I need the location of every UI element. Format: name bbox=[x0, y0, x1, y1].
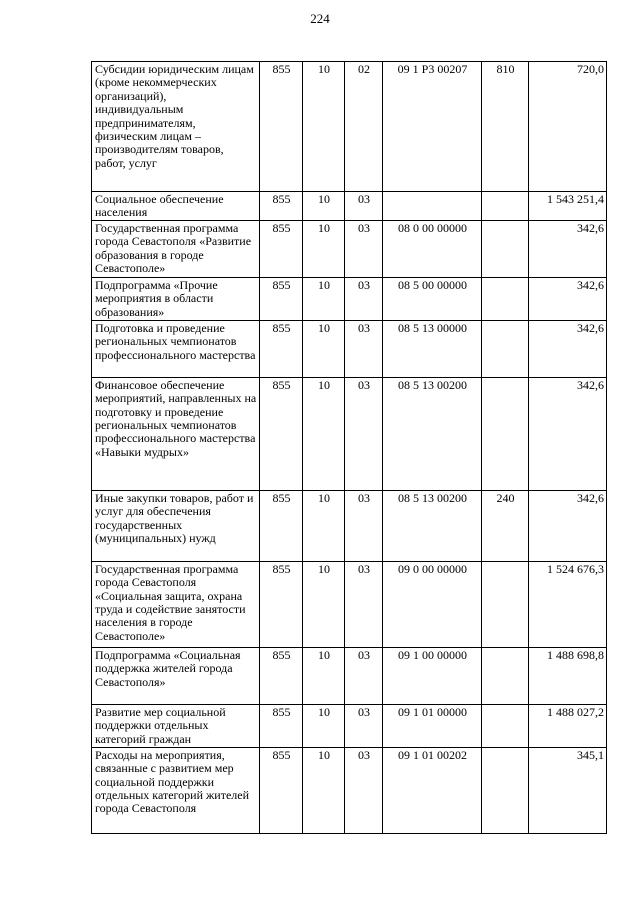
row-subsection-code: 03 bbox=[345, 647, 383, 704]
row-expense-type bbox=[482, 192, 529, 221]
row-amount: 342,6 bbox=[529, 277, 607, 320]
row-section-code: 10 bbox=[303, 704, 345, 747]
row-amount: 342,6 bbox=[529, 490, 607, 561]
row-section-code: 10 bbox=[303, 320, 345, 377]
row-section-code: 10 bbox=[303, 277, 345, 320]
row-name: Государственная программа города Севастополя «Развитие образования в городе Севастополе» bbox=[92, 220, 260, 277]
row-section-code: 10 bbox=[303, 377, 345, 490]
row-section-code: 10 bbox=[303, 220, 345, 277]
row-ministry-code: 855 bbox=[260, 192, 303, 221]
row-target-code: 09 1 01 00202 bbox=[383, 747, 482, 833]
row-expense-type bbox=[482, 277, 529, 320]
row-name: Подпрограмма «Прочие мероприятия в области образования» bbox=[92, 277, 260, 320]
row-expense-type bbox=[482, 561, 529, 647]
row-name: Подготовка и проведение региональных чемпионатов профессионального мастерства bbox=[92, 320, 260, 377]
row-subsection-code: 03 bbox=[345, 277, 383, 320]
table-row bbox=[92, 747, 607, 833]
budget-table bbox=[91, 61, 607, 834]
row-ministry-code: 855 bbox=[260, 62, 303, 192]
row-subsection-code: 03 bbox=[345, 561, 383, 647]
row-amount: 1 524 676,3 bbox=[529, 561, 607, 647]
row-section-code: 10 bbox=[303, 561, 345, 647]
row-section-code: 10 bbox=[303, 192, 345, 221]
row-name: Государственная программа города Севастополя «Социальная защита, охрана труда и содействие занятости населения в городе Севастополе» bbox=[92, 561, 260, 647]
row-expense-type: 240 bbox=[482, 490, 529, 561]
table-row bbox=[92, 704, 607, 747]
row-target-code: 09 1 P3 00207 bbox=[383, 62, 482, 192]
row-subsection-code: 03 bbox=[345, 490, 383, 561]
row-target-code: 08 5 13 00200 bbox=[383, 377, 482, 490]
table-row bbox=[92, 647, 607, 704]
row-ministry-code: 855 bbox=[260, 704, 303, 747]
row-ministry-code: 855 bbox=[260, 561, 303, 647]
row-target-code: 09 1 00 00000 bbox=[383, 647, 482, 704]
row-expense-type bbox=[482, 220, 529, 277]
row-amount: 1 488 027,2 bbox=[529, 704, 607, 747]
table-row bbox=[92, 192, 607, 221]
row-name: Подпрограмма «Социальная поддержка жителей города Севастополя» bbox=[92, 647, 260, 704]
row-amount: 1 543 251,4 bbox=[529, 192, 607, 221]
row-amount: 342,6 bbox=[529, 320, 607, 377]
row-ministry-code: 855 bbox=[260, 490, 303, 561]
row-section-code: 10 bbox=[303, 747, 345, 833]
row-name: Социальное обеспечение населения bbox=[92, 192, 260, 221]
row-target-code: 09 0 00 00000 bbox=[383, 561, 482, 647]
row-ministry-code: 855 bbox=[260, 320, 303, 377]
row-target-code: 08 5 13 00200 bbox=[383, 490, 482, 561]
row-ministry-code: 855 bbox=[260, 377, 303, 490]
row-expense-type bbox=[482, 704, 529, 747]
row-section-code: 10 bbox=[303, 490, 345, 561]
row-amount: 345,1 bbox=[529, 747, 607, 833]
row-target-code: 08 5 00 00000 bbox=[383, 277, 482, 320]
row-section-code: 10 bbox=[303, 647, 345, 704]
table-row bbox=[92, 62, 607, 192]
row-ministry-code: 855 bbox=[260, 747, 303, 833]
row-expense-type bbox=[482, 747, 529, 833]
row-subsection-code: 03 bbox=[345, 192, 383, 221]
row-ministry-code: 855 bbox=[260, 647, 303, 704]
row-subsection-code: 03 bbox=[345, 704, 383, 747]
row-target-code: 08 5 13 00000 bbox=[383, 320, 482, 377]
table-row bbox=[92, 320, 607, 377]
row-name: Иные закупки товаров, работ и услуг для обеспечения государственных (муниципальных) нужд bbox=[92, 490, 260, 561]
row-expense-type bbox=[482, 377, 529, 490]
row-expense-type: 810 bbox=[482, 62, 529, 192]
table-row bbox=[92, 377, 607, 490]
row-name: Субсидии юридическим лицам (кроме некоммерческих организаций), индивидуальным предпринимателям, физическим лицам – производителям товаров, работ, услуг bbox=[92, 62, 260, 192]
row-subsection-code: 03 bbox=[345, 220, 383, 277]
row-section-code: 10 bbox=[303, 62, 345, 192]
row-subsection-code: 03 bbox=[345, 377, 383, 490]
row-name: Финансовое обеспечение мероприятий, направленных на подготовку и проведение региональных чемпионатов профессионального мастерства «Навыки мудрых» bbox=[92, 377, 260, 490]
row-target-code: 08 0 00 00000 bbox=[383, 220, 482, 277]
row-subsection-code: 03 bbox=[345, 320, 383, 377]
page-number: 224 bbox=[310, 11, 330, 26]
table-row bbox=[92, 220, 607, 277]
table-row bbox=[92, 490, 607, 561]
row-amount: 342,6 bbox=[529, 220, 607, 277]
row-target-code: 09 1 01 00000 bbox=[383, 704, 482, 747]
row-ministry-code: 855 bbox=[260, 220, 303, 277]
row-target-code bbox=[383, 192, 482, 221]
row-ministry-code: 855 bbox=[260, 277, 303, 320]
row-subsection-code: 03 bbox=[345, 747, 383, 833]
row-expense-type bbox=[482, 320, 529, 377]
row-amount: 720,0 bbox=[529, 62, 607, 192]
row-amount: 1 488 698,8 bbox=[529, 647, 607, 704]
row-subsection-code: 02 bbox=[345, 62, 383, 192]
table-row bbox=[92, 277, 607, 320]
row-name: Развитие мер социальной поддержки отдельных категорий граждан bbox=[92, 704, 260, 747]
row-amount: 342,6 bbox=[529, 377, 607, 490]
table-row bbox=[92, 561, 607, 647]
row-name: Расходы на мероприятия, связанные с развитием мер социальной поддержки отдельных категорий жителей города Севастополя bbox=[92, 747, 260, 833]
row-expense-type bbox=[482, 647, 529, 704]
